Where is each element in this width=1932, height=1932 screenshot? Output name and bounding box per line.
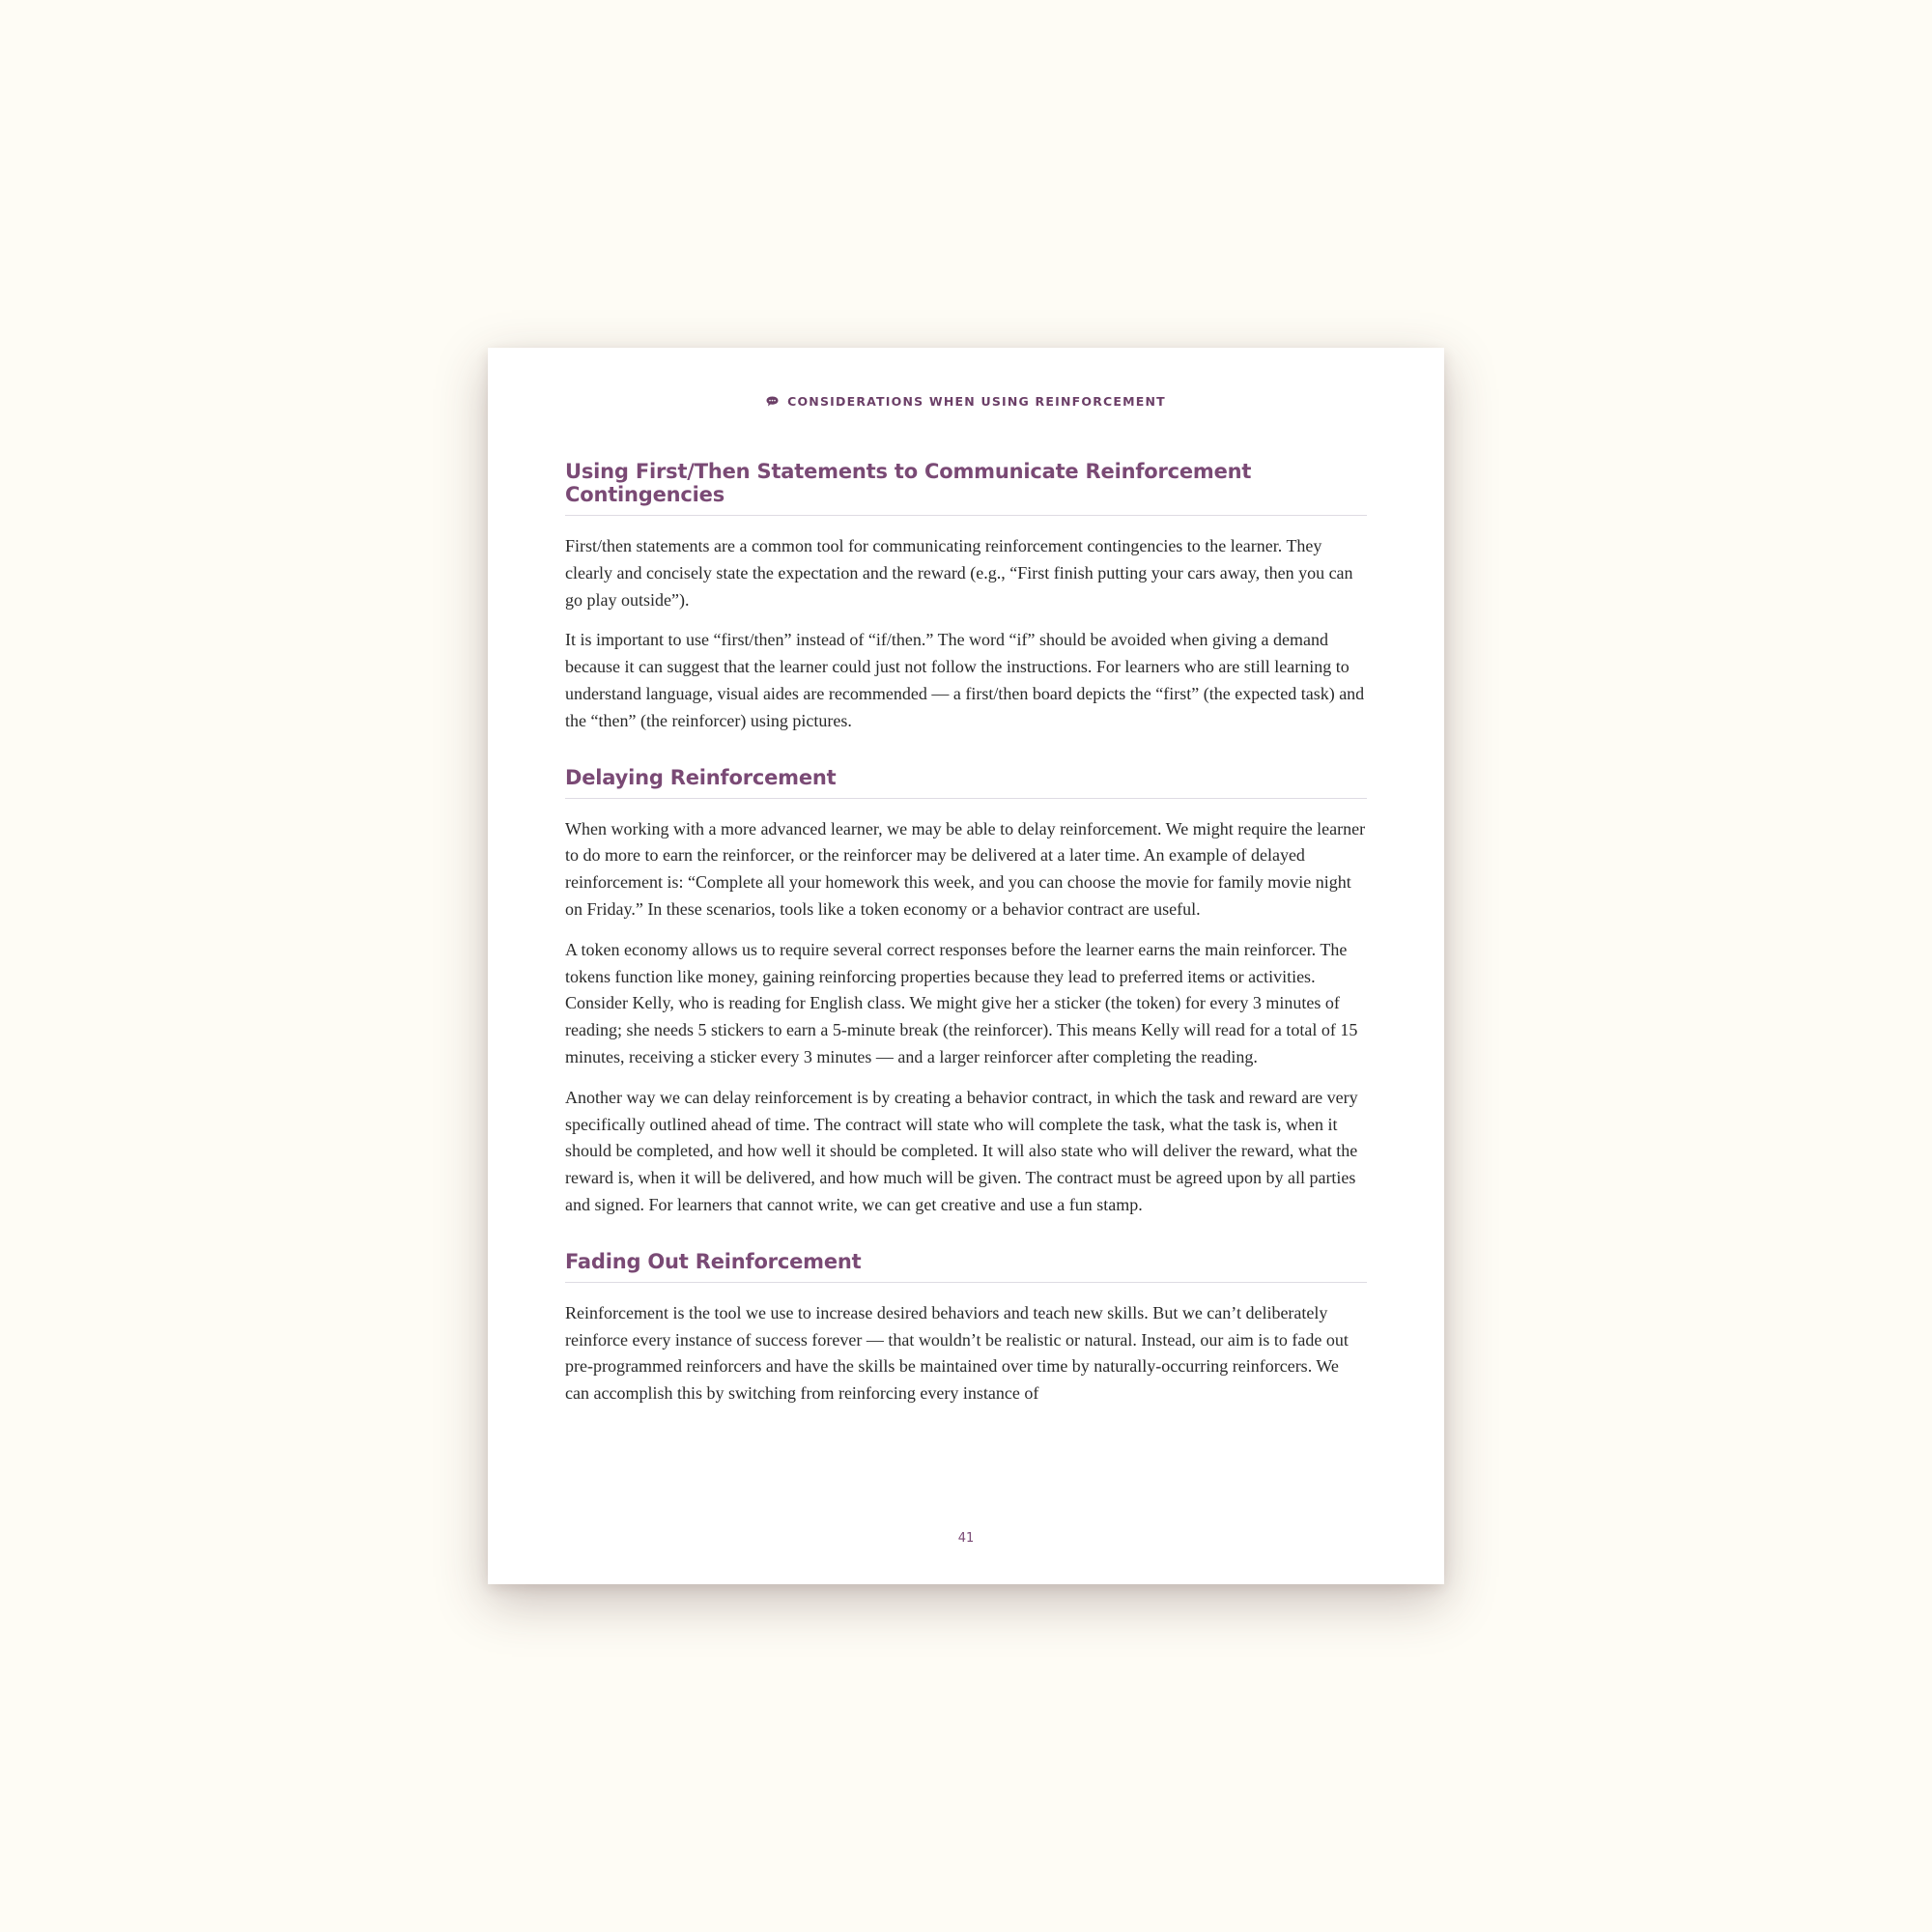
page-number: 41 bbox=[957, 1531, 975, 1546]
speech-bubble-icon bbox=[766, 396, 779, 407]
section-heading-first-then: Using First/Then Statements to Communicate Reinforcement Contingencies bbox=[565, 460, 1367, 516]
paragraph: When working with a more advanced learner, we may be able to delay reinforcement. We might require the learner to do more to earn the reinforcer, or the reinforcer may be delivered at a later time. An example of delayed reinforcement is: “Complete all your homework this week, and you can choose the movie for family movie night on Friday.” In these scenarios, tools like a token economy or a behavior contract are useful. bbox=[565, 818, 1366, 919]
paragraph: It is important to use “first/then” instead of “if/then.” The word “if” should be avoided when giving a demand because it can suggest that the learner could just not follow the instructions. For learners who are still learning to understand language, visual aides are recommended — a first/then board depicts the “first” (the expected task) and the “then” (the reinforcer) using pictures. bbox=[565, 630, 1365, 730]
running-title: CONSIDERATIONS WHEN USING REINFORCEMENT bbox=[787, 394, 1166, 409]
document-page bbox=[488, 348, 1444, 1584]
paragraph: Reinforcement is the tool we use to increase desired behaviors and teach new skills. But we can’t deliberately reinforce every instance of success forever — that wouldn’t be realistic or natural. Instead, our aim is to fade out pre-programmed reinforcers and have the skills be maintained over time by naturally-occurring reinforcers. We can accomplish this by switching from reinforcing every instance of bbox=[565, 1302, 1349, 1404]
page-content bbox=[565, 460, 1367, 1421]
section-heading-fading-out-reinforcement: Fading Out Reinforcement bbox=[565, 1250, 1367, 1283]
paragraph: A token economy allows us to require several correct responses before the learner earns the main reinforcer. The tokens function like money, gaining reinforcing properties because they lead to preferred items or activities. Consider Kelly, who is reading for English class. We might give her a sticker (the token) for every 3 minutes of reading; she needs 5 stickers to earn a 5-minute break (the reinforcer). This means Kelly will read for a total of 15 minutes, receiving a sticker every 3 minutes — and a larger reinforcer after completing the reading. bbox=[565, 939, 1358, 1066]
paragraph: Another way we can delay reinforcement is by creating a behavior contract, in which the task and reward are very specifically outlined ahead of time. The contract will state who will complete the task, what the task is, when it should be completed, and how well it should be completed. It will also state who will deliver the reward, what the reward is, when it will be delivered, and how much will be given. The contract must be agreed upon by all parties and signed. For learners that cannot write, we can get creative and use a fun stamp. bbox=[565, 1087, 1358, 1214]
running-header bbox=[488, 394, 1444, 409]
paragraph: First/then statements are a common tool for communicating reinforcement contingencies to the learner. They clearly and concisely state the expectation and the reward (e.g., “First finish putting your cars away, then you can go play outside”). bbox=[565, 536, 1353, 610]
section-heading-delaying-reinforcement: Delaying Reinforcement bbox=[565, 766, 1367, 799]
